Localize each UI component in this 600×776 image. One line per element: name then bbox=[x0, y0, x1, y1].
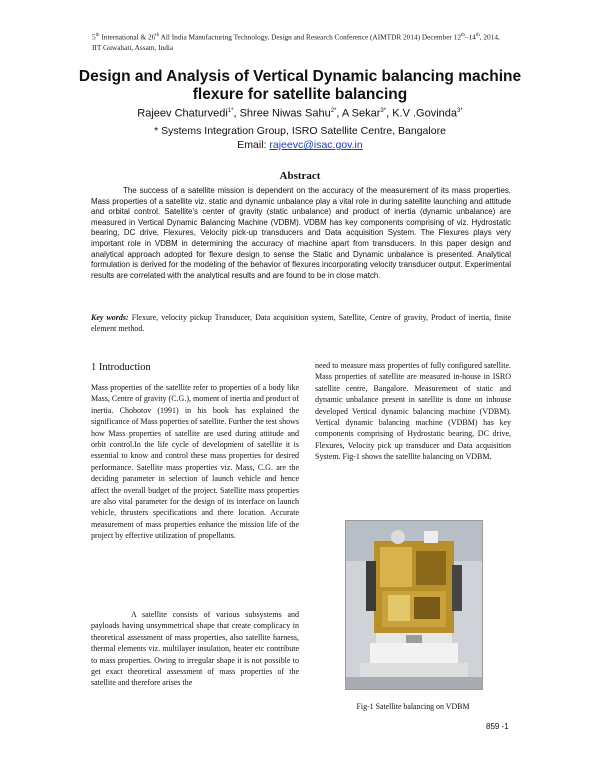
header-location: IIT Guwahati, Assam, India bbox=[92, 43, 174, 53]
header-sup: th bbox=[95, 33, 100, 38]
abstract-text: The success of a satellite mission is dependent on the accuracy of the measurement of its mass properties. Mass properties of a satellite viz. static and dynamic unbalance play a vital role in during satellite launching and attitude and orbital control. Satellite’s center of gravity (static unbalance) and product of inertia (dynamic unbalance) are measured in Vertical Dynamic Balancing Machine (VDBM). VDBM has key components comprising of viz. Hydrostatic bearing, DC drive, Flexures, Velocity pick-up transducers and Data acquisition System. The Flexures plays very important role in VDBM in determining the accuracy of machine apart from transducers. In this paper design and analytical approach adopted for flexure design to sense the Static and Dynamic unbalance is presented. Analytical formulation is derived for the modeling of the behavior of flexures incorporating velocity transducer output. Experimental results are correlated with the analytical results and are found to be in close match. bbox=[91, 186, 511, 280]
right-column-text bbox=[315, 360, 511, 463]
paragraph-text: need to measure mass properties of fully configured satellite. Mass properties of satellite are measured in-house in ISRO satellite centre, Bangalore. Measurement of static and dynamic unbalance present in satellite is done on inhouse developed Vertical dynamic balancing machine (VDBM). Vertical dynamic balancing machine (VDBM) has key components comprising of Hydrostatic bearing, DC drive, Flexures, Velocity pick up transducer and Data acquisition System. Fig-1 shows the satellite balancing on VDBM. bbox=[315, 361, 511, 462]
header-sup: th bbox=[460, 33, 465, 38]
affiliation: * Systems Integration Group, ISRO Satellite Centre, Bangalore bbox=[154, 125, 446, 137]
header-text: –14 bbox=[464, 32, 476, 42]
header-text: , 2014, bbox=[479, 32, 500, 42]
satellite-illustration bbox=[346, 521, 482, 689]
conference-header bbox=[92, 30, 522, 53]
header-text: 5 bbox=[92, 32, 96, 42]
keywords bbox=[91, 312, 511, 334]
author-mark: 2* bbox=[330, 108, 337, 114]
author-sep: , bbox=[336, 107, 342, 120]
abstract-heading: Abstract bbox=[279, 170, 321, 182]
author-mark: 1* bbox=[227, 108, 234, 114]
header-sup: th bbox=[475, 33, 480, 38]
figure-caption: Fig-1 Satellite balancing on VDBM bbox=[356, 702, 470, 711]
author-sep: , bbox=[233, 107, 240, 120]
section-heading: 1 Introduction bbox=[91, 362, 151, 373]
author-list bbox=[60, 104, 540, 121]
header-text: International & 26 bbox=[99, 32, 156, 42]
keywords-text: Flexure, velocity pickup Transducer, Data acquisition system, Satellite, Centre of gravity, Product of inertia, finite element method. bbox=[91, 313, 511, 333]
author-mark: 3* bbox=[457, 108, 463, 114]
author-name: Shree Niwas Sahu bbox=[239, 107, 331, 120]
satellite-photo bbox=[345, 520, 483, 690]
paper-title: Design and Analysis of Vertical Dynamic balancing machine flexure for satellite balancing bbox=[78, 68, 522, 103]
author-mark: 3* bbox=[380, 108, 387, 114]
page-number: 859 -1 bbox=[486, 722, 509, 731]
email-label: Email: bbox=[237, 139, 270, 151]
email-link[interactable]: rajeevc@isac.gov.in bbox=[269, 139, 363, 151]
keywords-label: Key words: bbox=[91, 313, 129, 322]
header-sup: th bbox=[155, 33, 160, 38]
header-text: All India Manufacturing Technology, Design and Research Conference (AIMTDR 2014) December 12 bbox=[159, 32, 461, 42]
paragraph-text: A satellite consists of various subsystems and payloads having unsymmetrical shape that create complicacy in theoretical assessment of mass properties, also satellite harness, thermal elements viz. multilayer insulation, heater etc contribute to mass properties. Owing to irregular shape it is not possible to get exact theoretical assessment of mass properties of the satellite and therefore arises the bbox=[91, 610, 299, 688]
email-line bbox=[60, 138, 540, 152]
author-name: Rajeev Chaturvedi bbox=[137, 107, 228, 120]
intro-paragraph-2 bbox=[91, 609, 299, 689]
intro-paragraph-1 bbox=[91, 382, 299, 542]
author-name: A Sekar bbox=[341, 107, 381, 120]
paragraph-text: Mass properties of the satellite refer to properties of a body like Mass, Centre of gravity (C.G.), moment of inertia and product of inertia. Chobotov (1991) in his book has explained the significance of Mass poperties of satellite. Further the test shows how Mass properties of satellite are used during attitude and orbit control.In the life cycle of development of satellite it is essential to know and control these mass properties for desired performance. Satellite mass properties viz. Mass, C.G. are the deciding parameter in selection of launch vehicle and hence affect the overall budget of the project. Satellite mass properties are also vital parameter for the design of its interface on launch vehicle, thrusters specifications and there location. Accurate measurement of mass properties enhance the mission life of the project by effective utilization of propellants. bbox=[91, 383, 299, 541]
author-name: K.V .Govinda bbox=[392, 107, 458, 120]
author-sep: , bbox=[386, 107, 393, 120]
